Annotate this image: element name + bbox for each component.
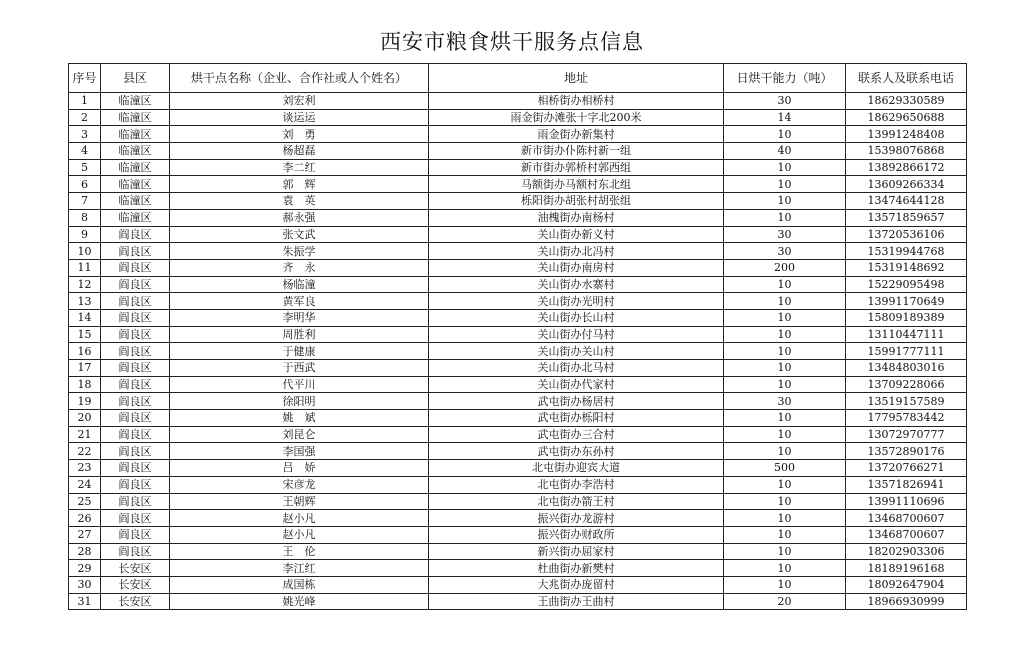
- cell-contact: 13484803016: [846, 360, 967, 377]
- cell-address: 北屯街办迎宾大道: [429, 460, 724, 477]
- cell-seq: 22: [69, 443, 101, 460]
- cell-capacity: 10: [724, 360, 846, 377]
- cell-name: 宋彦龙: [170, 476, 429, 493]
- cell-seq: 7: [69, 193, 101, 210]
- cell-capacity: 10: [724, 209, 846, 226]
- table-row: [69, 176, 967, 193]
- cell-name: 李二红: [170, 159, 429, 176]
- cell-name: 代平川: [170, 376, 429, 393]
- table-row: [69, 143, 967, 160]
- cell-address: 关山街办光明村: [429, 293, 724, 310]
- cell-county: 阎良区: [101, 426, 170, 443]
- table-row: [69, 576, 967, 593]
- table-row: [69, 543, 967, 560]
- cell-seq: 28: [69, 543, 101, 560]
- cell-seq: 2: [69, 109, 101, 126]
- cell-seq: 5: [69, 159, 101, 176]
- cell-contact: 15319148692: [846, 259, 967, 276]
- table-row: [69, 293, 967, 310]
- cell-address: 相桥街办相桥村: [429, 93, 724, 110]
- cell-name: 姚 斌: [170, 410, 429, 427]
- header-contact: 联系人及联系电话: [846, 64, 967, 93]
- table-row: [69, 393, 967, 410]
- cell-capacity: 10: [724, 126, 846, 143]
- cell-county: 长安区: [101, 593, 170, 610]
- cell-seq: 9: [69, 226, 101, 243]
- cell-county: 阎良区: [101, 493, 170, 510]
- cell-name: 郭 辉: [170, 176, 429, 193]
- cell-seq: 19: [69, 393, 101, 410]
- cell-county: 长安区: [101, 560, 170, 577]
- cell-name: 郝永强: [170, 209, 429, 226]
- cell-seq: 29: [69, 560, 101, 577]
- cell-contact: 15809189389: [846, 309, 967, 326]
- cell-contact: 18629650688: [846, 109, 967, 126]
- cell-contact: 13519157589: [846, 393, 967, 410]
- cell-address: 关山街办新义村: [429, 226, 724, 243]
- cell-capacity: 10: [724, 510, 846, 527]
- cell-address: 武屯街办三合村: [429, 426, 724, 443]
- cell-seq: 14: [69, 309, 101, 326]
- cell-contact: 13072970777: [846, 426, 967, 443]
- cell-name: 李国强: [170, 443, 429, 460]
- cell-capacity: 20: [724, 593, 846, 610]
- cell-county: 临潼区: [101, 126, 170, 143]
- cell-capacity: 10: [724, 293, 846, 310]
- cell-capacity: 10: [724, 176, 846, 193]
- cell-contact: 13110447111: [846, 326, 967, 343]
- cell-seq: 12: [69, 276, 101, 293]
- cell-name: 李明华: [170, 309, 429, 326]
- cell-county: 阎良区: [101, 460, 170, 477]
- cell-address: 关山街办南房村: [429, 259, 724, 276]
- cell-seq: 6: [69, 176, 101, 193]
- table-header-row: [69, 64, 967, 93]
- cell-name: 成国栋: [170, 576, 429, 593]
- cell-contact: 13474644128: [846, 193, 967, 210]
- cell-name: 张文武: [170, 226, 429, 243]
- cell-capacity: 10: [724, 343, 846, 360]
- table-row: [69, 93, 967, 110]
- cell-contact: 18092647904: [846, 576, 967, 593]
- cell-contact: 17795783442: [846, 410, 967, 427]
- table-row: [69, 343, 967, 360]
- cell-county: 阎良区: [101, 360, 170, 377]
- table-row: [69, 510, 967, 527]
- cell-county: 阎良区: [101, 410, 170, 427]
- cell-address: 新兴街办屈家村: [429, 543, 724, 560]
- cell-capacity: 10: [724, 159, 846, 176]
- table-row: [69, 259, 967, 276]
- cell-seq: 30: [69, 576, 101, 593]
- table-row: [69, 376, 967, 393]
- cell-county: 临潼区: [101, 209, 170, 226]
- cell-capacity: 10: [724, 426, 846, 443]
- cell-capacity: 10: [724, 443, 846, 460]
- header-county: 县区: [101, 64, 170, 93]
- cell-capacity: 30: [724, 226, 846, 243]
- table-row: [69, 476, 967, 493]
- cell-address: 雨金街办新集村: [429, 126, 724, 143]
- cell-contact: 15229095498: [846, 276, 967, 293]
- cell-name: 谈运运: [170, 109, 429, 126]
- cell-address: 关山街办长山村: [429, 309, 724, 326]
- cell-county: 阎良区: [101, 443, 170, 460]
- cell-contact: 13468700607: [846, 526, 967, 543]
- cell-contact: 18629330589: [846, 93, 967, 110]
- cell-county: 临潼区: [101, 193, 170, 210]
- table-body: [69, 93, 967, 610]
- cell-contact: 13720536106: [846, 226, 967, 243]
- cell-capacity: 10: [724, 476, 846, 493]
- cell-contact: 15398076868: [846, 143, 967, 160]
- cell-address: 新市街办仆陈村新一组: [429, 143, 724, 160]
- cell-name: 于西武: [170, 360, 429, 377]
- cell-capacity: 30: [724, 93, 846, 110]
- cell-capacity: 10: [724, 326, 846, 343]
- cell-name: 李江红: [170, 560, 429, 577]
- table-row: [69, 226, 967, 243]
- table-row: [69, 443, 967, 460]
- cell-capacity: 30: [724, 393, 846, 410]
- cell-name: 黄军良: [170, 293, 429, 310]
- cell-seq: 15: [69, 326, 101, 343]
- table-row: [69, 460, 967, 477]
- cell-capacity: 10: [724, 576, 846, 593]
- cell-name: 杨超磊: [170, 143, 429, 160]
- cell-address: 武屯街办东孙村: [429, 443, 724, 460]
- table-row: [69, 126, 967, 143]
- cell-seq: 16: [69, 343, 101, 360]
- cell-address: 关山街办代家村: [429, 376, 724, 393]
- cell-county: 阎良区: [101, 393, 170, 410]
- table-row: [69, 109, 967, 126]
- cell-capacity: 30: [724, 243, 846, 260]
- cell-county: 阎良区: [101, 259, 170, 276]
- cell-capacity: 14: [724, 109, 846, 126]
- header-name: 烘干点名称（企业、合作社或人个姓名）: [170, 64, 429, 93]
- cell-seq: 18: [69, 376, 101, 393]
- cell-capacity: 10: [724, 410, 846, 427]
- cell-address: 关山街办水寨村: [429, 276, 724, 293]
- cell-name: 徐阳明: [170, 393, 429, 410]
- cell-capacity: 10: [724, 526, 846, 543]
- header-capacity: 日烘干能力（吨）: [724, 64, 846, 93]
- cell-name: 刘 勇: [170, 126, 429, 143]
- cell-county: 临潼区: [101, 176, 170, 193]
- cell-address: 雨金街办滩张十字北200米: [429, 109, 724, 126]
- cell-seq: 23: [69, 460, 101, 477]
- cell-contact: 13468700607: [846, 510, 967, 527]
- cell-seq: 8: [69, 209, 101, 226]
- cell-county: 临潼区: [101, 159, 170, 176]
- cell-county: 阎良区: [101, 309, 170, 326]
- cell-contact: 13991170649: [846, 293, 967, 310]
- cell-capacity: 10: [724, 309, 846, 326]
- cell-address: 杜曲街办新樊村: [429, 560, 724, 577]
- cell-county: 阎良区: [101, 543, 170, 560]
- cell-contact: 18966930999: [846, 593, 967, 610]
- cell-seq: 11: [69, 259, 101, 276]
- table-row: [69, 526, 967, 543]
- table-row: [69, 326, 967, 343]
- cell-address: 马额街办马额村东北组: [429, 176, 724, 193]
- cell-capacity: 10: [724, 543, 846, 560]
- cell-county: 长安区: [101, 576, 170, 593]
- cell-contact: 13991248408: [846, 126, 967, 143]
- cell-name: 王 伦: [170, 543, 429, 560]
- cell-county: 阎良区: [101, 343, 170, 360]
- cell-county: 阎良区: [101, 526, 170, 543]
- cell-seq: 17: [69, 360, 101, 377]
- drying-points-table: [68, 63, 967, 610]
- cell-contact: 13571859657: [846, 209, 967, 226]
- cell-contact: 15991777111: [846, 343, 967, 360]
- cell-address: 振兴街办财政所: [429, 526, 724, 543]
- cell-seq: 1: [69, 93, 101, 110]
- cell-address: 关山街办关山村: [429, 343, 724, 360]
- cell-address: 栎阳街办胡张村胡张组: [429, 193, 724, 210]
- cell-contact: 18202903306: [846, 543, 967, 560]
- cell-capacity: 200: [724, 259, 846, 276]
- table-row: [69, 360, 967, 377]
- cell-address: 武屯街办杨居村: [429, 393, 724, 410]
- cell-seq: 24: [69, 476, 101, 493]
- cell-contact: 15319944768: [846, 243, 967, 260]
- cell-name: 齐 永: [170, 259, 429, 276]
- table-row: [69, 276, 967, 293]
- cell-name: 刘宏利: [170, 93, 429, 110]
- table-row: [69, 209, 967, 226]
- cell-seq: 4: [69, 143, 101, 160]
- header-address: 地址: [429, 64, 724, 93]
- cell-seq: 20: [69, 410, 101, 427]
- table-row: [69, 193, 967, 210]
- cell-county: 阎良区: [101, 476, 170, 493]
- cell-address: 武屯街办栎阳村: [429, 410, 724, 427]
- cell-contact: 13609266334: [846, 176, 967, 193]
- cell-seq: 13: [69, 293, 101, 310]
- cell-address: 关山街办北冯村: [429, 243, 724, 260]
- cell-contact: 18189196168: [846, 560, 967, 577]
- cell-county: 临潼区: [101, 93, 170, 110]
- page-title: 西安市粮食烘干服务点信息: [380, 30, 644, 54]
- cell-address: 北屯街办李浩村: [429, 476, 724, 493]
- cell-contact: 13709228066: [846, 376, 967, 393]
- cell-name: 于健康: [170, 343, 429, 360]
- cell-seq: 25: [69, 493, 101, 510]
- cell-seq: 27: [69, 526, 101, 543]
- cell-capacity: 10: [724, 560, 846, 577]
- table-row: [69, 593, 967, 610]
- cell-name: 袁 英: [170, 193, 429, 210]
- cell-address: 油槐街办南杨村: [429, 209, 724, 226]
- cell-capacity: 500: [724, 460, 846, 477]
- cell-contact: 13892866172: [846, 159, 967, 176]
- cell-name: 刘昆仑: [170, 426, 429, 443]
- cell-capacity: 10: [724, 193, 846, 210]
- cell-capacity: 40: [724, 143, 846, 160]
- cell-address: 关山街办北马村: [429, 360, 724, 377]
- cell-name: 赵小凡: [170, 510, 429, 527]
- table-row: [69, 493, 967, 510]
- cell-address: 王曲街办王曲村: [429, 593, 724, 610]
- table-row: [69, 560, 967, 577]
- cell-name: 周胜利: [170, 326, 429, 343]
- cell-address: 振兴街办龙游村: [429, 510, 724, 527]
- cell-name: 赵小凡: [170, 526, 429, 543]
- cell-seq: 31: [69, 593, 101, 610]
- cell-capacity: 10: [724, 493, 846, 510]
- cell-contact: 13571826941: [846, 476, 967, 493]
- cell-name: 王朝辉: [170, 493, 429, 510]
- cell-name: 姚光峰: [170, 593, 429, 610]
- table-row: [69, 243, 967, 260]
- cell-name: 朱振学: [170, 243, 429, 260]
- table-row: [69, 309, 967, 326]
- cell-contact: 13720766271: [846, 460, 967, 477]
- cell-address: 新市街办郭桥村郭西组: [429, 159, 724, 176]
- cell-county: 临潼区: [101, 109, 170, 126]
- cell-county: 阎良区: [101, 510, 170, 527]
- cell-seq: 3: [69, 126, 101, 143]
- cell-county: 阎良区: [101, 276, 170, 293]
- cell-seq: 26: [69, 510, 101, 527]
- cell-address: 关山街办付马村: [429, 326, 724, 343]
- header-seq: 序号: [69, 64, 101, 93]
- cell-county: 临潼区: [101, 143, 170, 160]
- cell-seq: 10: [69, 243, 101, 260]
- cell-address: 北屯街办箭王村: [429, 493, 724, 510]
- cell-address: 大兆街办庞留村: [429, 576, 724, 593]
- cell-county: 阎良区: [101, 326, 170, 343]
- cell-capacity: 10: [724, 376, 846, 393]
- cell-contact: 13572890176: [846, 443, 967, 460]
- cell-name: 吕 娇: [170, 460, 429, 477]
- cell-county: 阎良区: [101, 293, 170, 310]
- cell-county: 阎良区: [101, 226, 170, 243]
- cell-capacity: 10: [724, 276, 846, 293]
- table-row: [69, 159, 967, 176]
- table-row: [69, 426, 967, 443]
- cell-contact: 13991110696: [846, 493, 967, 510]
- table-row: [69, 410, 967, 427]
- cell-county: 阎良区: [101, 376, 170, 393]
- cell-name: 杨临潼: [170, 276, 429, 293]
- cell-county: 阎良区: [101, 243, 170, 260]
- cell-seq: 21: [69, 426, 101, 443]
